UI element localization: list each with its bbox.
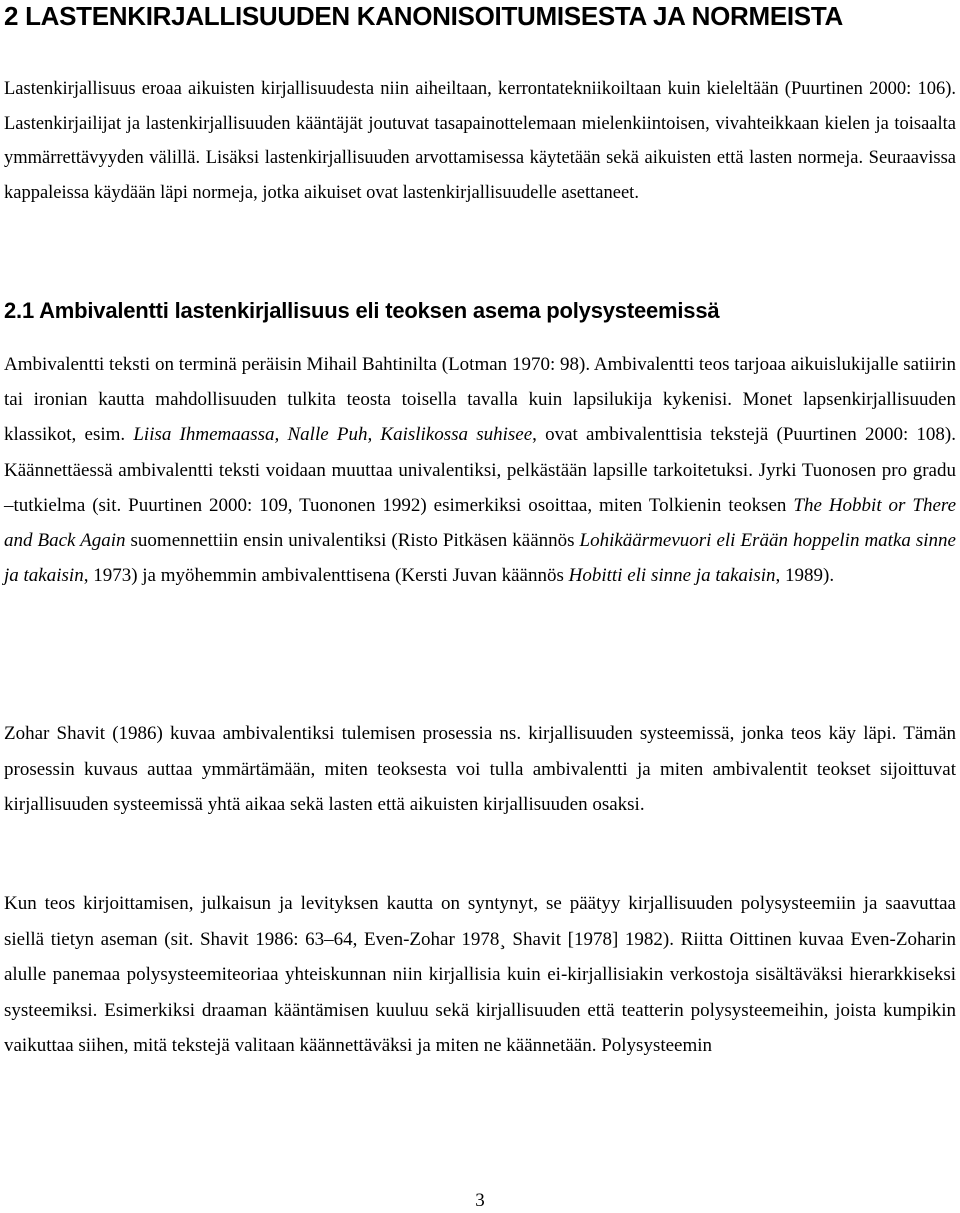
text-run: , 1989). — [775, 565, 835, 587]
shavit-paragraph: Zohar Shavit (1986) kuvaa ambivalentiksi tulemisen prosessia ns. kirjallisuuden systeemissä, jonka teos käy läpi. Tämän prosessin kuvaus auttaa ymmärtämään, miten teoksesta voi tulla ambivalentti ja miten ambivalentit teokset sijoittuvat kirjallisuuden systeemissä yhtä aikaa sekä lasten että aikuisten kirjallisuuden osaksi. — [4, 723, 956, 816]
text-run: suomennettiin ensin univalentiksi (Risto Pitkäsen käännös — [125, 530, 580, 552]
lohikaarmevuori-title-italic: Lohikäärmevuori eli Erään hoppelin matka sinne ja takaisin — [4, 530, 956, 587]
page-number: 3 — [475, 1190, 485, 1211]
polysystem-paragraph: Kun teos kirjoittamisen, julkaisun ja levityksen kautta on syntynyt, se päätyy kirjallisuuden polysysteemiin ja saavuttaa siellä tietyn aseman (sit. Shavit 1986: 63–64, Even-Zohar 1978¸ Shavit [1978] 1982). Riitta Oittinen kuvaa Even-Zoharin alulle panemaa polysysteemiteoriaa yhteiskunnan niin kirjallisia kuin ei-kirjallisiakin verkostoja sisältäväksi hierarkkiseksi systeemiksi. Esimerkiksi draaman kääntämisen kuuluu sekä kirjallisuuden että teatterin polysysteemeihin, joista kumpikin vaikuttaa siihen, mitä tekstejä valitaan käännettäväksi ja miten ne käännetään. Polysysteemin — [4, 893, 956, 1056]
ambivalence-paragraph — [4, 347, 956, 593]
text-run: , 1973) ja myöhemmin ambivalenttisena (Kersti Juvan käännös — [83, 565, 569, 587]
chapter-heading: 2 LASTENKIRJALLISUUDEN KANONISOITUMISESTA JA NORMEISTA — [4, 1, 843, 31]
intro-paragraph: Lastenkirjallisuus eroaa aikuisten kirjallisuudesta niin aiheiltaan, kerrontatekniikoiltaan kuin kieleltään (Puurtinen 2000: 106). Lastenkirjailijat ja lastenkirjallisuuden kääntäjät joutuvat tasapainottelemaan mielenkiintoisen, vivahteikkaan kielen ja toisaalta ymmärrettävyyden välillä. Lisäksi lastenkirjallisuuden arvottamisessa käytetään sekä aikuisten että lasten normeja. Seuraavissa kappaleissa käydään läpi normeja, jotka aikuiset ovat lastenkirjallisuudelle asettaneet. — [4, 79, 956, 203]
hobitti-title-italic: Hobitti eli sinne ja takaisin — [568, 565, 776, 587]
text-run: Ambivalentti teksti on terminä peräisin Mihail Bahtinilta (Lotman 1970: 98). Ambivalentti teos tarjoaa aikuislukijalle satiirin tai ironian kautta mahdollisuuden tulkita teosta toisella tavalla kuin lapsilukija kykenisi. Monet lapsenkirjallisuuden klassikot, esim. — [4, 354, 956, 446]
book-titles-italic: Liisa Ihmemaassa, Nalle Puh, Kaislikossa suhisee — [133, 424, 533, 446]
text-run: , ovat ambivalenttisia tekstejä (Puurtinen 2000: 108). Käännettäessä ambivalentti teksti voidaan muuttaa univalentiksi, pelkästään lapsille tarkoitetuksi. Jyrki Tuonosen pro gradu –tutkielma (sit. Puurtinen 2000: 109, Tuononen 1992) esimerkiksi osoittaa, miten Tolkienin teoksen — [4, 424, 956, 516]
hobbit-title-italic: The Hobbit or There and Back Again — [4, 494, 957, 552]
section-heading: 2.1 Ambivalentti lastenkirjallisuus eli teoksen asema polysysteemissä — [4, 298, 720, 323]
